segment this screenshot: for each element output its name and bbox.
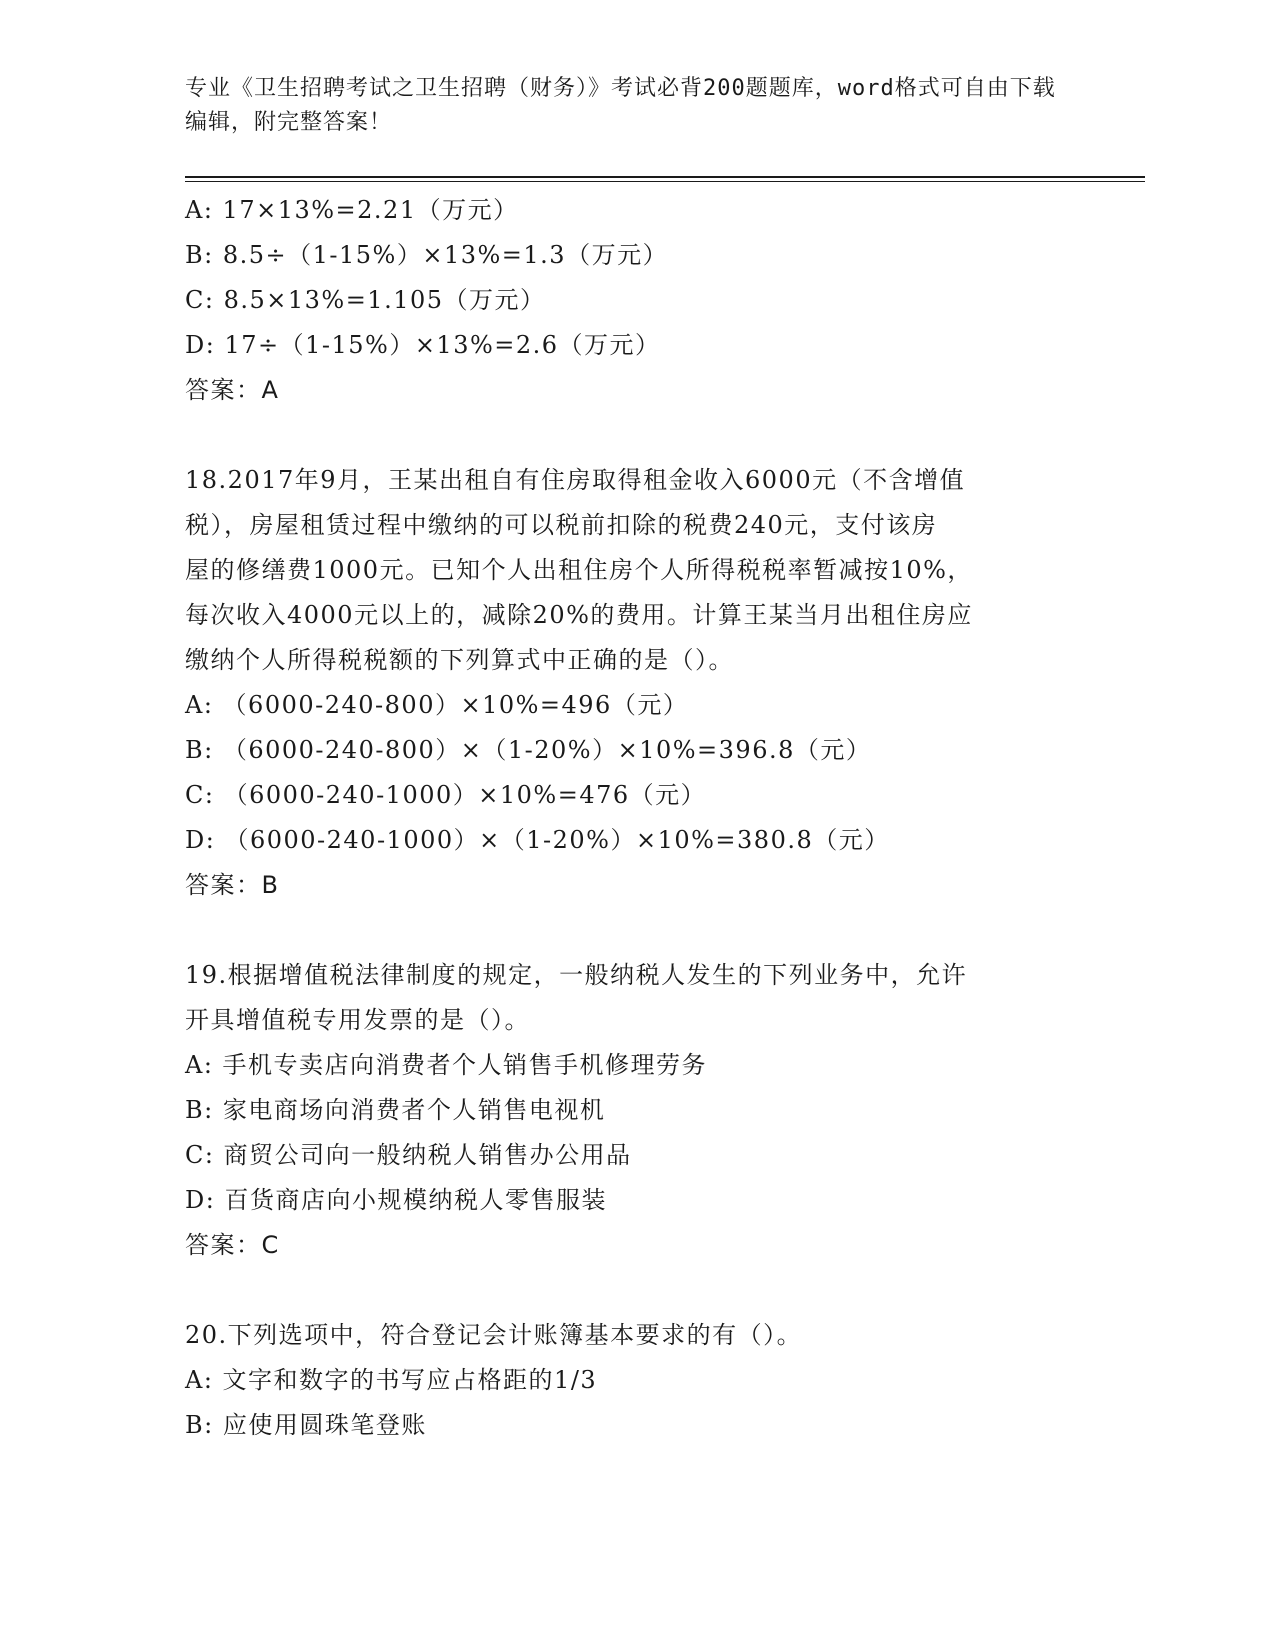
option-a: A: 手机专卖店向消费者个人销售手机修理劳务 [185, 1051, 708, 1079]
answer-label: 答案：B [185, 871, 280, 899]
question-stem-line: 开具增值税专用发票的是（）。 [185, 1006, 530, 1034]
document-header: 专业《卫生招聘考试之卫生招聘（财务）》考试必背200题题库，word格式可自由下载编辑，附完整答案！ [185, 76, 1056, 135]
answer-label: 答案：A [185, 376, 280, 404]
question-stem-line: 屋的修缮费1000元。已知个人出租住房个人所得税税率暂减按10%， [185, 556, 973, 584]
question-stem-line: 19.根据增值税法律制度的规定，一般纳税人发生的下列业务中，允许 [185, 961, 968, 989]
option-d: D: 17÷（1-15%）×13%=2.6（万元） [185, 331, 661, 359]
option-a: A: 文字和数字的书写应占格距的1/3 [185, 1366, 598, 1394]
question-stem-line: 缴纳个人所得税税额的下列算式中正确的是（）。 [185, 646, 734, 674]
option-b: B: 家电商场向消费者个人销售电视机 [185, 1096, 606, 1124]
question-stem-line: 税），房屋租赁过程中缴纳的可以税前扣除的税费240元，支付该房 [185, 511, 938, 539]
header-rule-thin [185, 181, 1145, 182]
option-d: D: 百货商店向小规模纳税人零售服装 [185, 1186, 607, 1214]
question-stem-line: 每次收入4000元以上的，减除20%的费用。计算王某当月出租住房应 [185, 601, 973, 629]
question-18 [185, 458, 1085, 908]
question-stem-line: 18.2017年9月，王某出租自有住房取得租金收入6000元（不含增值 [185, 466, 966, 494]
spacer [185, 1268, 1085, 1313]
option-c: C: 8.5×13%=1.105（万元） [185, 286, 546, 314]
option-c: C: 商贸公司向一般纳税人销售办公用品 [185, 1141, 632, 1169]
option-d: D: （6000-240-1000）×（1-20%）×10%=380.8（元） [185, 826, 890, 854]
header-rule-thick [185, 176, 1145, 178]
question-stem-line: 20.下列选项中，符合登记会计账簿基本要求的有（）。 [185, 1321, 803, 1349]
option-b: B: （6000-240-800）×（1-20%）×10%=396.8（元） [185, 736, 872, 764]
option-b: B: 应使用圆珠笔登账 [185, 1411, 427, 1439]
spacer [185, 413, 1085, 458]
question-20 [185, 1313, 1085, 1448]
option-a: A: （6000-240-800）×10%=496（元） [185, 691, 689, 719]
option-b: B: 8.5÷（1-15%）×13%=1.3（万元） [185, 241, 669, 269]
answer-label: 答案：C [185, 1231, 280, 1259]
question-content [185, 188, 1085, 1448]
question-17-tail [185, 188, 1085, 413]
question-19 [185, 953, 1085, 1268]
option-a: A: 17×13%=2.21（万元） [185, 196, 519, 224]
option-c: C: （6000-240-1000）×10%=476（元） [185, 781, 707, 809]
spacer [185, 908, 1085, 953]
